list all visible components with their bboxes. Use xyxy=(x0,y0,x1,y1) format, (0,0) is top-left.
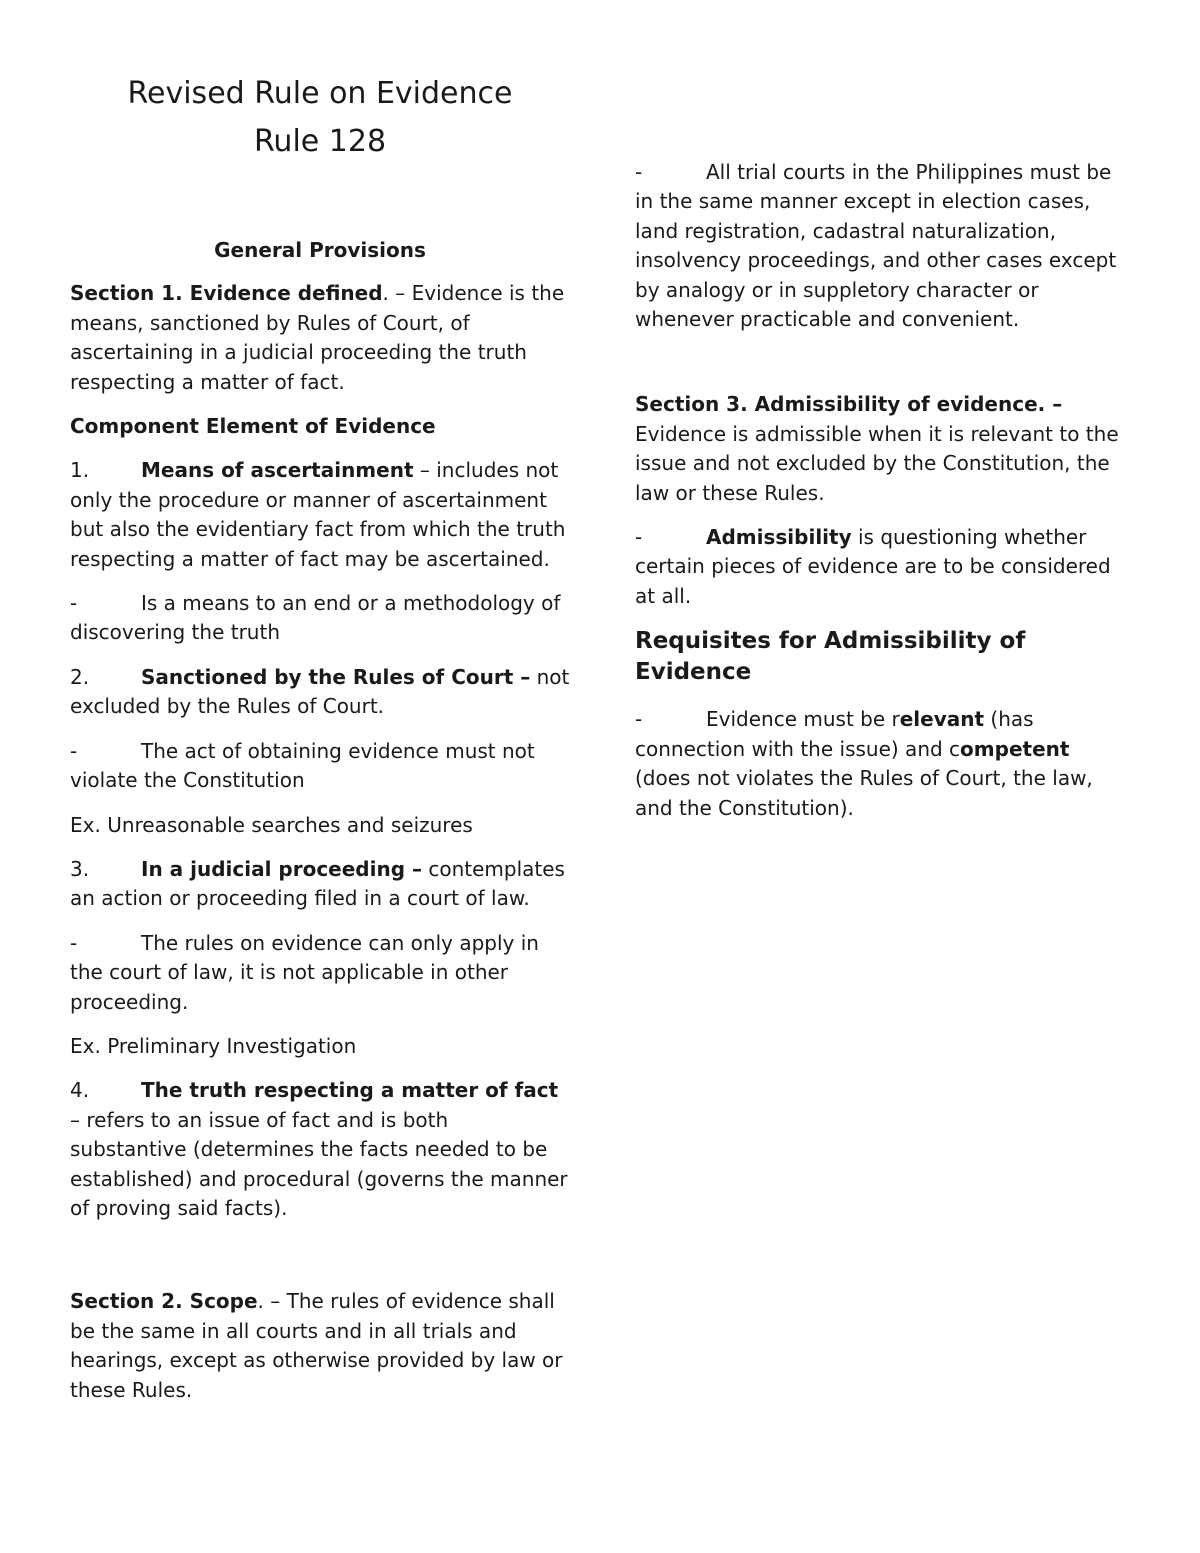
section-1-text: . – Evidence is the means, sanctioned by Rules of Court, of ascertaining in a judicial proceeding the truth respecting a matter of fact. xyxy=(70,281,565,394)
component-heading: Component Element of Evidence xyxy=(70,414,436,439)
item-number: 3. xyxy=(70,856,90,881)
section-2-paragraph xyxy=(70,1287,570,1405)
requisite-text-mid: (has connection with the issue) and c xyxy=(635,707,1034,761)
section-1-paragraph xyxy=(70,279,570,397)
bullet-item xyxy=(70,589,570,648)
dash-marker: - xyxy=(70,930,78,955)
item-number: 1. xyxy=(70,458,90,483)
section-2-label: Section 2. Scope xyxy=(70,1289,258,1314)
dash-marker: - xyxy=(70,738,78,763)
list-item xyxy=(70,1076,570,1223)
dash-marker: - xyxy=(635,525,643,550)
example-text: Ex. Unreasonable searches and seizures xyxy=(70,812,473,837)
admissibility-text: is questioning whether certain pieces of evidence are to be considered at all. xyxy=(635,525,1111,608)
item-text: contemplates an action or proceeding filed in a court of law. xyxy=(70,856,565,911)
item-label: Sanctioned by the Rules of Court – xyxy=(141,664,531,689)
dash-marker: - xyxy=(635,160,643,184)
item-number: 4. xyxy=(70,1078,90,1103)
document-subtitle: Rule 128 xyxy=(253,124,387,159)
bullet-item xyxy=(70,737,570,796)
section-3-label: Section 3. Admissibility of evidence. – xyxy=(635,392,1063,417)
left-column xyxy=(70,70,570,1420)
requisites-heading: Requisites for Admissibility of Evidence xyxy=(635,628,1026,686)
list-item xyxy=(70,663,570,722)
bullet-item xyxy=(70,929,570,1017)
list-item xyxy=(70,456,570,574)
item-label: The truth respecting a matter of fact xyxy=(141,1078,559,1103)
bullet-text: Is a means to an end or a methodology of discovering the truth xyxy=(70,591,561,645)
bullet-item xyxy=(635,523,1130,611)
list-item xyxy=(70,855,570,914)
competent-term: ompetent xyxy=(960,736,1070,761)
general-provisions-heading: General Provisions xyxy=(214,238,426,262)
bullet-item xyxy=(635,705,1130,823)
item-number: 2. xyxy=(70,664,90,689)
item-label: Means of ascertainment xyxy=(141,458,414,483)
item-text: – includes not only the procedure or manner of ascertainment but also the evidentiary fact from which the truth respecting a matter of fact may be ascertained. xyxy=(70,458,566,571)
bullet-text: All trial courts in the Philippines must be in the same manner except in election cases, land registration, cadastral naturalization, insolvency proceedings, and other cases except by analogy or in suppletory character or whenever practicable and convenient. xyxy=(635,160,1117,332)
example-text: Ex. Preliminary Investigation xyxy=(70,1033,357,1058)
admissibility-label: Admissibility xyxy=(706,525,852,550)
section-2-text: . – The rules of evidence shall be the same in all courts and in all trials and hearings, except as otherwise provided by law or these Rules. xyxy=(70,1289,563,1402)
bullet-item xyxy=(635,158,1130,334)
requisite-text-pre: Evidence must be r xyxy=(706,707,900,732)
section-3-text: Evidence is admissible when it is relevant to the issue and not excluded by the Constitution, the law or these Rules. xyxy=(635,421,1119,505)
relevant-term: elevant xyxy=(899,707,985,732)
dash-marker: - xyxy=(70,591,78,616)
item-label: In a judicial proceeding – xyxy=(141,856,422,881)
section-1-label: Section 1. Evidence defined xyxy=(70,281,383,306)
item-text: not excluded by the Rules of Court. xyxy=(70,664,570,719)
bullet-text: The rules on evidence can only apply in the court of law, it is not applicable in other proceeding. xyxy=(70,930,539,1014)
bullet-text: The act of obtaining evidence must not violate the Constitution xyxy=(70,738,535,793)
section-3-paragraph xyxy=(635,390,1130,508)
item-text: – refers to an issue of fact and is both substantive (determines the facts needed to be established) and procedural (governs the manner of proving said facts). xyxy=(70,1107,568,1220)
requisite-text-post: (does not violates the Rules of Court, the law, and the Constitution). xyxy=(635,766,1093,820)
right-column xyxy=(635,158,1130,838)
dash-marker: - xyxy=(635,707,643,732)
document-title: Revised Rule on Evidence xyxy=(127,76,513,111)
